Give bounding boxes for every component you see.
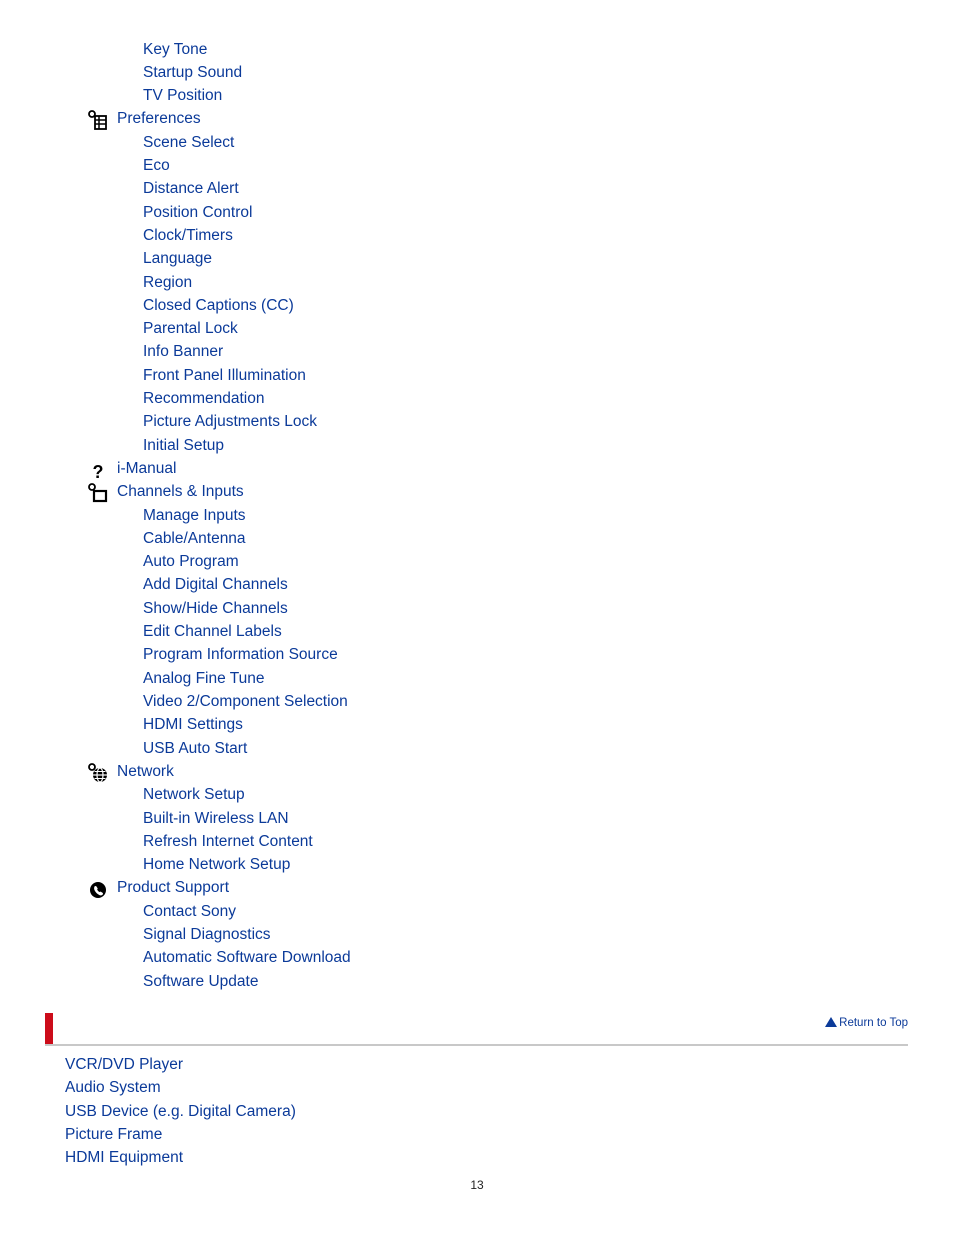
toc-link-label: Parental Lock bbox=[143, 320, 238, 337]
toc-link-label: HDMI Settings bbox=[143, 716, 243, 733]
toc-link-label: Analog Fine Tune bbox=[143, 670, 265, 687]
toc-link[interactable] bbox=[143, 85, 222, 107]
toc-link[interactable] bbox=[143, 155, 170, 177]
toc-link[interactable] bbox=[143, 505, 246, 527]
related-device-label: VCR/DVD Player bbox=[65, 1056, 183, 1073]
toc-link-label: Software Update bbox=[143, 973, 259, 990]
toc-link[interactable] bbox=[143, 248, 212, 270]
toc-link-label: Network bbox=[117, 763, 174, 780]
toc-link[interactable] bbox=[143, 924, 271, 946]
page-number: 13 bbox=[470, 1178, 484, 1192]
section-divider bbox=[45, 1044, 908, 1046]
toc-link[interactable] bbox=[143, 714, 243, 736]
toc-link-label: Clock/Timers bbox=[143, 227, 233, 244]
toc-link[interactable] bbox=[143, 202, 252, 224]
channels-inputs-icon bbox=[87, 482, 109, 504]
toc-link[interactable] bbox=[143, 738, 247, 760]
toc-link[interactable] bbox=[143, 62, 242, 84]
toc-link[interactable] bbox=[143, 341, 223, 363]
toc-link[interactable] bbox=[143, 39, 207, 61]
toc-link-label: Region bbox=[143, 274, 193, 291]
related-device-link[interactable] bbox=[65, 1077, 161, 1099]
toc-link[interactable] bbox=[143, 854, 290, 876]
toc-link-label: i-Manual bbox=[117, 460, 177, 477]
toc-link[interactable] bbox=[143, 947, 351, 969]
related-device-link[interactable] bbox=[65, 1054, 183, 1076]
toc-link-label: Refresh Internet Content bbox=[143, 833, 313, 850]
svg-text:?: ? bbox=[92, 462, 104, 481]
toc-link-label: USB Auto Start bbox=[143, 740, 248, 757]
toc-link-label: Edit Channel Labels bbox=[143, 623, 282, 640]
toc-link[interactable] bbox=[143, 691, 348, 713]
toc-link-label: Recommendation bbox=[143, 390, 265, 407]
toc-link-label: Language bbox=[143, 250, 212, 267]
toc-link[interactable] bbox=[143, 435, 224, 457]
toc-link[interactable] bbox=[143, 132, 234, 154]
toc-link[interactable] bbox=[143, 598, 288, 620]
toc-link-label: Add Digital Channels bbox=[143, 576, 288, 593]
toc-link-label: Product Support bbox=[117, 879, 230, 896]
related-device-label: HDMI Equipment bbox=[65, 1149, 184, 1166]
toc-link[interactable] bbox=[143, 225, 233, 247]
toc-link[interactable] bbox=[143, 621, 282, 643]
toc-category[interactable] bbox=[117, 877, 229, 899]
toc-link-label: Program Information Source bbox=[143, 646, 338, 663]
toc-link-label: Info Banner bbox=[143, 343, 224, 360]
up-triangle-icon bbox=[825, 1017, 837, 1027]
toc-link-label: Key Tone bbox=[143, 41, 208, 58]
toc-category[interactable] bbox=[117, 108, 201, 130]
toc-link-label: Network Setup bbox=[143, 786, 245, 803]
toc-link-label: Automatic Software Download bbox=[143, 949, 351, 966]
toc-category[interactable] bbox=[117, 761, 174, 783]
toc-link[interactable] bbox=[143, 831, 313, 853]
related-device-label: USB Device (e.g. Digital Camera) bbox=[65, 1103, 296, 1120]
toc-link[interactable] bbox=[143, 901, 236, 923]
toc-link-label: Picture Adjustments Lock bbox=[143, 413, 318, 430]
toc-link-label: Show/Hide Channels bbox=[143, 600, 288, 617]
toc-category[interactable] bbox=[117, 481, 244, 503]
toc-link[interactable] bbox=[143, 178, 239, 200]
question-icon bbox=[87, 459, 109, 481]
toc-link[interactable] bbox=[143, 644, 338, 666]
toc-link[interactable] bbox=[143, 272, 192, 294]
network-globe-icon bbox=[87, 762, 109, 784]
toc-link-label: TV Position bbox=[143, 87, 223, 104]
toc-link[interactable] bbox=[143, 551, 239, 573]
phone-support-icon bbox=[87, 878, 109, 900]
toc-link-label: Eco bbox=[143, 157, 170, 174]
toc-link[interactable] bbox=[143, 411, 317, 433]
toc-link-label: Video 2/Component Selection bbox=[143, 693, 348, 710]
section-accent-bar bbox=[45, 1013, 53, 1045]
toc-link[interactable] bbox=[143, 668, 265, 690]
toc-link-label: Manage Inputs bbox=[143, 507, 246, 524]
related-device-link[interactable] bbox=[65, 1101, 296, 1123]
toc-link-label: Cable/Antenna bbox=[143, 530, 246, 547]
toc-link[interactable] bbox=[143, 388, 264, 410]
toc-link[interactable] bbox=[143, 318, 238, 340]
toc-link-label: Auto Program bbox=[143, 553, 239, 570]
toc-link-label: Front Panel Illumination bbox=[143, 367, 306, 384]
toc-link[interactable] bbox=[143, 808, 289, 830]
preferences-icon bbox=[87, 109, 109, 131]
toc-category[interactable] bbox=[92, 458, 177, 481]
related-device-label: Picture Frame bbox=[65, 1126, 163, 1143]
toc-link-label: Closed Captions (CC) bbox=[143, 297, 294, 314]
toc-link[interactable] bbox=[143, 784, 245, 806]
toc-link-label: Initial Setup bbox=[143, 437, 224, 454]
toc-link-label: Preferences bbox=[117, 110, 201, 127]
toc-link-label: Contact Sony bbox=[143, 903, 237, 920]
toc-link-label: Signal Diagnostics bbox=[143, 926, 271, 943]
toc-link-label: Scene Select bbox=[143, 134, 235, 151]
toc-link[interactable] bbox=[143, 528, 246, 550]
toc-link-label: Built-in Wireless LAN bbox=[143, 810, 289, 827]
toc-link-label: Home Network Setup bbox=[143, 856, 291, 873]
related-device-label: Audio System bbox=[65, 1079, 161, 1096]
toc-link-label: Startup Sound bbox=[143, 64, 243, 81]
return-to-top-label: Return to Top bbox=[839, 1017, 908, 1029]
toc-link-label: Channels & Inputs bbox=[117, 483, 244, 500]
toc-link-label: Distance Alert bbox=[143, 180, 239, 197]
toc-link[interactable] bbox=[143, 574, 288, 596]
return-to-top-link[interactable] bbox=[825, 1016, 908, 1030]
related-device-link[interactable] bbox=[65, 1147, 183, 1169]
toc-link-label: Position Control bbox=[143, 204, 253, 221]
toc-link[interactable] bbox=[143, 295, 294, 317]
toc-link[interactable] bbox=[143, 971, 258, 993]
related-device-link[interactable] bbox=[65, 1124, 162, 1146]
toc-link[interactable] bbox=[143, 365, 306, 387]
